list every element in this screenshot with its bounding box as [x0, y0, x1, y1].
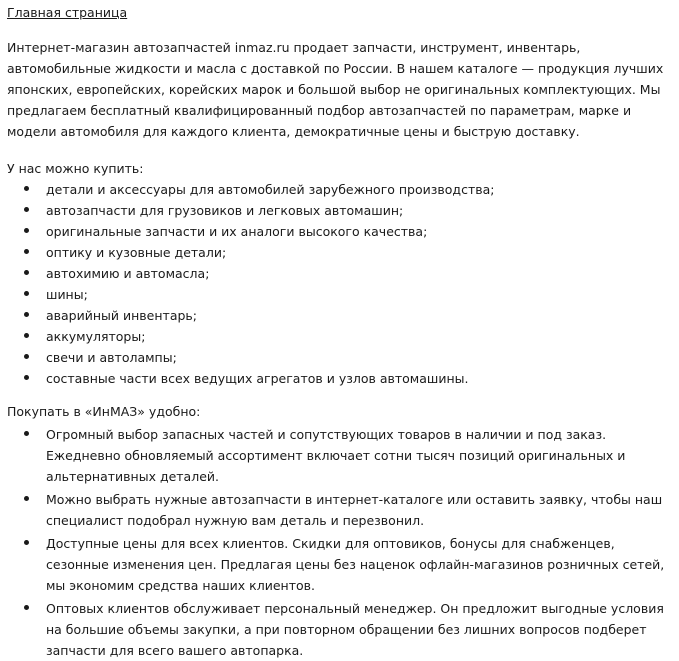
list-item: детали и аксессуары для автомобилей зарубежного производства; [7, 179, 669, 200]
list-item: оригинальные запчасти и их аналоги высокого качества; [7, 221, 669, 242]
list-item: свечи и автолампы; [7, 347, 669, 368]
buy-list [7, 179, 669, 389]
list-item: Можно выбрать нужные автозапчасти в интернет-каталоге или оставить заявку, чтобы наш специалист подобрал нужную вам деталь и перезвонил. [7, 489, 669, 531]
list-item: Доступные цены для всех клиентов. Скидки для оптовиков, бонусы для снабженцев, сезонные изменения цен. Предлагая цены без наценок офлайн-магазинов розничных сетей, мы экономим средства наших клиентов. [7, 533, 669, 596]
intro-paragraph: Интернет-магазин автозапчастей inmaz.ru продает запчасти, инструмент, инвентарь, автомобильные жидкости и масла с доставкой по России. В нашем каталоге — продукция лучших японских, европейских, корейских марок и большой выбор не оригинальных комплектующих. Мы предлагаем бесплатный квалифицированный подбор автозапчастей по параметрам, марке и модели автомобиля для каждого клиента, демократичные цены и быструю доставку. [7, 40, 664, 139]
list-item: Оптовых клиентов обслуживает персональный менеджер. Он предложит выгодные условия на большие объемы закупки, а при повторном обращении без лишних вопросов подберет запчасти для всего вашего автопарка. [7, 598, 669, 661]
list-item: шины; [7, 284, 669, 305]
list-item: составные части всех ведущих агрегатов и узлов автомашины. [7, 368, 669, 389]
list-item: Огромный выбор запасных частей и сопутствующих товаров в наличии и под заказ. Ежедневно обновляемый ассортимент включает сотни тысяч позиций оригинальных и альтернативных деталей. [7, 424, 669, 487]
list-item: аварийный инвентарь; [7, 305, 669, 326]
list-item: аккумуляторы; [7, 326, 669, 347]
benefits-list [7, 424, 669, 661]
list-item: автохимию и автомасла; [7, 263, 669, 284]
buy-list-title: У нас можно купить: [7, 161, 144, 176]
benefits-list-title: Покупать в «ИнМАЗ» удобно: [7, 404, 201, 419]
list-item: оптику и кузовные детали; [7, 242, 669, 263]
home-link[interactable]: Главная страница [7, 5, 128, 20]
list-item: автозапчасти для грузовиков и легковых автомашин; [7, 200, 669, 221]
